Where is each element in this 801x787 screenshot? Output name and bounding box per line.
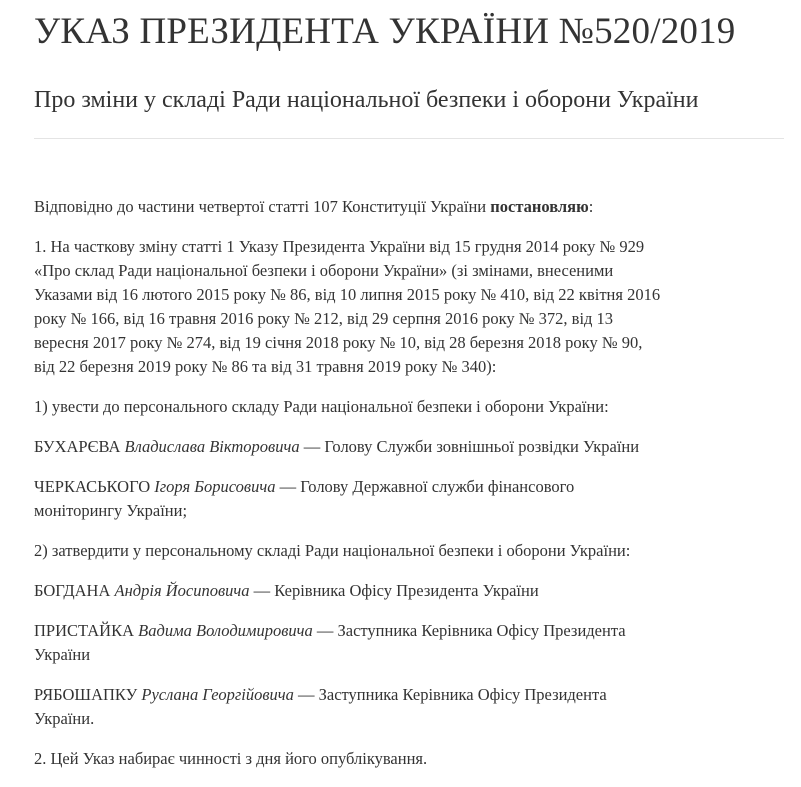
person-role-continued: України xyxy=(34,645,91,664)
person-surname: ЧЕРКАСЬКОГО xyxy=(34,477,151,496)
person-bohdan xyxy=(34,579,784,603)
person-given-name: Владислава Вікторовича xyxy=(120,437,300,456)
subitem-2: 2) затвердити у персональному складі Ради національної безпеки і оборони України: xyxy=(34,541,631,560)
article-1-line-2: «Про склад Ради національної безпеки і оборони України» (зі змінами, внесеними xyxy=(34,261,614,280)
page-title: УКАЗ ПРЕЗИДЕНТА УКРАЇНИ №520/2019 xyxy=(34,11,736,52)
person-riaboshapka xyxy=(34,683,784,731)
article-1-line-1: 1. На часткову зміну статті 1 Указу Президента України від 15 грудня 2014 року № 929 xyxy=(34,237,645,256)
article-2-paragraph: 2. Цей Указ набирає чинності з дня його опублікування. xyxy=(34,749,428,768)
person-surname: ПРИСТАЙКА xyxy=(34,621,135,640)
person-role: — Керівника Офісу Президента України xyxy=(249,581,539,600)
header-divider xyxy=(34,138,784,139)
subitem-1: 1) увести до персонального складу Ради національної безпеки і оборони України: xyxy=(34,397,609,416)
article-1-line-5: вересня 2017 року № 274, від 19 січня 2018 року № 10, від 28 березня 2018 року № 90, xyxy=(34,333,643,352)
person-role-continued: України. xyxy=(34,709,95,728)
person-given-name: Руслана Георгійовича xyxy=(137,685,294,704)
person-role: — Заступника Керівника Офісу Президента xyxy=(293,685,607,704)
person-surname: БОГДАНА xyxy=(34,581,111,600)
person-given-name: Ігоря Борисовича xyxy=(150,477,276,496)
intro-colon: : xyxy=(588,197,594,216)
intro-text: Відповідно до частини четвертої статті 107 Конституції України xyxy=(34,197,491,216)
decree-body xyxy=(34,195,784,771)
person-role: — Голову Служби зовнішньої розвідки України xyxy=(299,437,640,456)
person-role: — Заступника Керівника Офісу Президента xyxy=(312,621,626,640)
person-prystaiko xyxy=(34,619,784,667)
person-cherkaskyi xyxy=(34,475,784,523)
person-given-name: Андрія Йосиповича xyxy=(110,581,250,600)
person-surname: РЯБОШАПКУ xyxy=(34,685,138,704)
person-bukharev xyxy=(34,435,784,459)
person-surname: БУХАРЄВА xyxy=(34,437,121,456)
decree-page xyxy=(34,0,784,787)
person-role-continued: моніторингу України; xyxy=(34,501,188,520)
intro-paragraph xyxy=(34,195,784,219)
intro-bold-word: постановляю xyxy=(490,197,589,216)
person-given-name: Вадима Володимировича xyxy=(134,621,313,640)
article-1-line-3: Указами від 16 лютого 2015 року № 86, від 10 липня 2015 року № 410, від 22 квітня 2016 xyxy=(34,285,661,304)
article-1-line-6: від 22 березня 2019 року № 86 та від 31 травня 2019 року № 340): xyxy=(34,357,497,376)
person-role: — Голову Державної служби фінансового xyxy=(275,477,575,496)
article-1-line-4: року № 166, від 16 травня 2016 року № 212, від 29 серпня 2016 року № 372, від 13 xyxy=(34,309,614,328)
article-1-paragraph xyxy=(34,235,784,379)
page-subtitle: Про зміни у складі Ради національної безпеки і оборони України xyxy=(34,87,699,113)
